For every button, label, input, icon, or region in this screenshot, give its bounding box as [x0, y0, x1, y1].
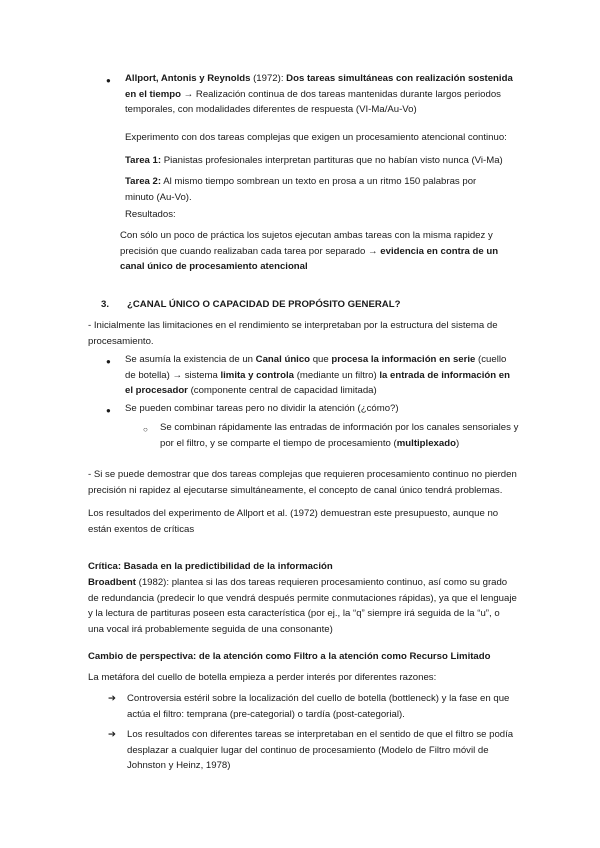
task-1	[125, 153, 525, 169]
bold-run: limita y controla	[220, 369, 295, 381]
bullet-icon: ●	[106, 357, 111, 366]
arrow-icon: ➔	[108, 693, 117, 704]
combine-tasks-item: Se pueden combinar tareas pero no dividir la atención (¿cómo?)	[125, 403, 399, 414]
critica-paragraph	[88, 575, 518, 637]
section-conclusion-2: Los resultados del experimento de Allport et al. (1972) demuestran este presupuesto, aunque no están exentos de críticas	[88, 508, 499, 535]
section-title: ¿CANAL ÚNICO O CAPACIDAD DE PROPÓSITO GENERAL?	[127, 299, 401, 310]
critica-text: (1982): plantea si las dos tareas requieren procesamiento continuo, así como su grado de redundancia (predecir lo que vendrá después permite conmutaciones rápidas), ya que el lenguaje y la lectura de partituras poseen esta característica (por ej., la “q” siempre irá seguida de la “u”, o una vocal irá probablemente seguida de una consonante)	[88, 577, 517, 635]
text-run: (componente central de capacidad limitada)	[187, 385, 377, 396]
study-title: Dos tareas simultáneas con realización sostenida en el tiempo	[125, 73, 513, 100]
critica-title: Crítica: Basada en la predictibilidad de la información	[88, 561, 333, 572]
task-2	[125, 174, 485, 205]
task-2-label: Tarea 2:	[125, 176, 162, 187]
text-run: Se asumía la existencia de un	[125, 354, 256, 365]
section-intro: - Inicialmente las limitaciones en el rendimiento se interpretaban por la estructura del sistema de procesamiento.	[88, 320, 498, 347]
text-run: )	[455, 437, 460, 449]
cambio-intro: La metáfora del cuello de botella empieza a perder interés por diferentes razones:	[88, 672, 437, 683]
bold-run: multiplexado	[396, 437, 456, 449]
section-number: 3.	[101, 299, 110, 310]
results-label: Resultados:	[125, 209, 176, 220]
cambio-item-2: Los resultados con diferentes tareas se interpretaban en el sentido de que el filtro se podía desplazar a cualquier lugar del continuo de procesamiento (Modelo de Filtro móvil de Johnston y Heinz, 1978)	[127, 729, 514, 771]
bold-run: Canal único	[255, 354, 311, 365]
author-name: Allport, Antonis y Reynolds	[125, 73, 251, 84]
cambio-item-1: Controversia estéril sobre la localización del cuello de botella (bottleneck) y la fase en que actúa el filtro: temprana (pre-categorial) o tardía (post-categorial).	[127, 693, 510, 720]
results-conclusion: evidencia en contra de un canal único de procesamiento atencional	[120, 245, 499, 272]
text-run: Se combinan rápidamente las entradas de información por los canales sensoriales y por el filtro, y se comparte el tiempo de procesamiento (	[160, 422, 519, 449]
critica-author: Broadbent	[88, 577, 136, 588]
task-1-label: Tarea 1:	[125, 155, 162, 166]
bullet-icon: ●	[106, 406, 111, 415]
task-1-text: Pianistas profesionales interpretan partituras que no habían visto nunca (Vi-Ma)	[161, 155, 503, 166]
canal-unico-paragraph	[125, 352, 515, 399]
results-paragraph	[120, 228, 510, 275]
bold-run: la entrada de información en el procesador	[125, 369, 510, 396]
results-text: Con sólo un poco de práctica los sujetos ejecutan ambas tareas con la misma rapidez y precisión que cuando realizaban cada tarea por separado →	[120, 230, 493, 257]
bold-run: procesa la información en serie	[331, 354, 476, 365]
task-2-text: Al mismo tiempo sombrean un texto en prosa a un ritmo 150 palabras por minuto (Au-Vo).	[125, 176, 477, 203]
text-run: (cuello de botella) → sistema	[125, 354, 507, 381]
text-run: que	[310, 354, 332, 365]
bullet-icon: ●	[106, 76, 111, 85]
multiplexado-paragraph	[160, 420, 520, 451]
cambio-title: Cambio de perspectiva: de la atención como Filtro a la atención como Recurso Limitado	[88, 651, 491, 662]
author-year: (1972):	[250, 73, 287, 84]
experiment-intro: Experimento con dos tareas complejas que exigen un procesamiento atencional continuo:	[125, 132, 507, 143]
study-description: → Realización continua de dos tareas mantenidas durante largos periodos temporales, con modalidades diferentes de respuesta (VI-Ma/Au-Vo)	[125, 88, 501, 115]
arrow-icon: ➔	[108, 729, 117, 740]
text-run: (mediante un filtro)	[294, 369, 380, 381]
allport-paragraph	[125, 71, 515, 118]
section-conclusion: - Si se puede demostrar que dos tareas complejas que requieren procesamiento continuo no pierden precisión ni rapidez al ejecutarse simultáneamente, el concepto de canal único tendrá problemas.	[88, 469, 517, 496]
sub-bullet-icon: ○	[143, 425, 148, 434]
